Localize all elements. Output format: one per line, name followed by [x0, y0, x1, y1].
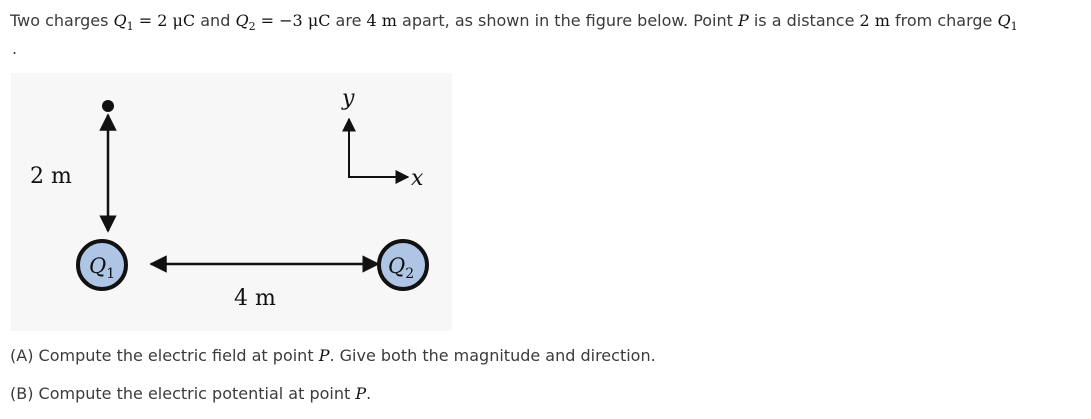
question-part-b: [10, 384, 371, 404]
part-b-p-symbol: P: [355, 384, 367, 403]
point-p-dot: [102, 100, 114, 112]
charge-q1-label: $Q_1$: [89, 254, 116, 282]
q1-value: = 2 μC: [133, 11, 196, 30]
vertical-distance-label: 2 m: [30, 164, 72, 189]
figure-panel: [11, 73, 452, 331]
intro-text-5: is a distance: [748, 11, 860, 30]
intro-text-1: Two charges: [10, 11, 114, 30]
part-a-p-symbol: P: [318, 346, 330, 365]
q1-symbol: $Q_1$: [113, 11, 134, 34]
part-a-text-2: . Give both the magnitude and direction.: [329, 346, 656, 365]
intro-text-6: from charge: [889, 11, 998, 30]
distance2-value: 2 m: [859, 11, 890, 30]
p-symbol: P: [738, 11, 749, 30]
distance-value: 4 m: [366, 11, 397, 30]
charge-q2-label: $Q_2$: [388, 254, 415, 282]
part-b-text-2: .: [366, 384, 372, 403]
y-axis-label: y: [342, 86, 355, 111]
question-intro: [10, 11, 1018, 37]
part-a-text-1: (A) Compute the electric field at point: [10, 346, 319, 365]
part-b-text-1: (B) Compute the electric potential at point: [10, 384, 356, 403]
horizontal-distance-label: 4 m: [234, 286, 276, 311]
charge-diagram: [11, 73, 452, 331]
x-axis-label: x: [411, 166, 424, 191]
q1-symbol-2: $Q_1$: [997, 11, 1018, 34]
q2-value: = −3 μC: [255, 11, 331, 30]
q2-symbol: $Q_2$: [235, 11, 256, 34]
intro-text-4: apart, as shown in the figure below. Point: [396, 11, 738, 30]
intro-text-3: are: [330, 11, 367, 30]
question-part-a: [10, 346, 656, 366]
intro-text-2: and: [195, 11, 236, 30]
trailing-period: .: [12, 39, 18, 58]
